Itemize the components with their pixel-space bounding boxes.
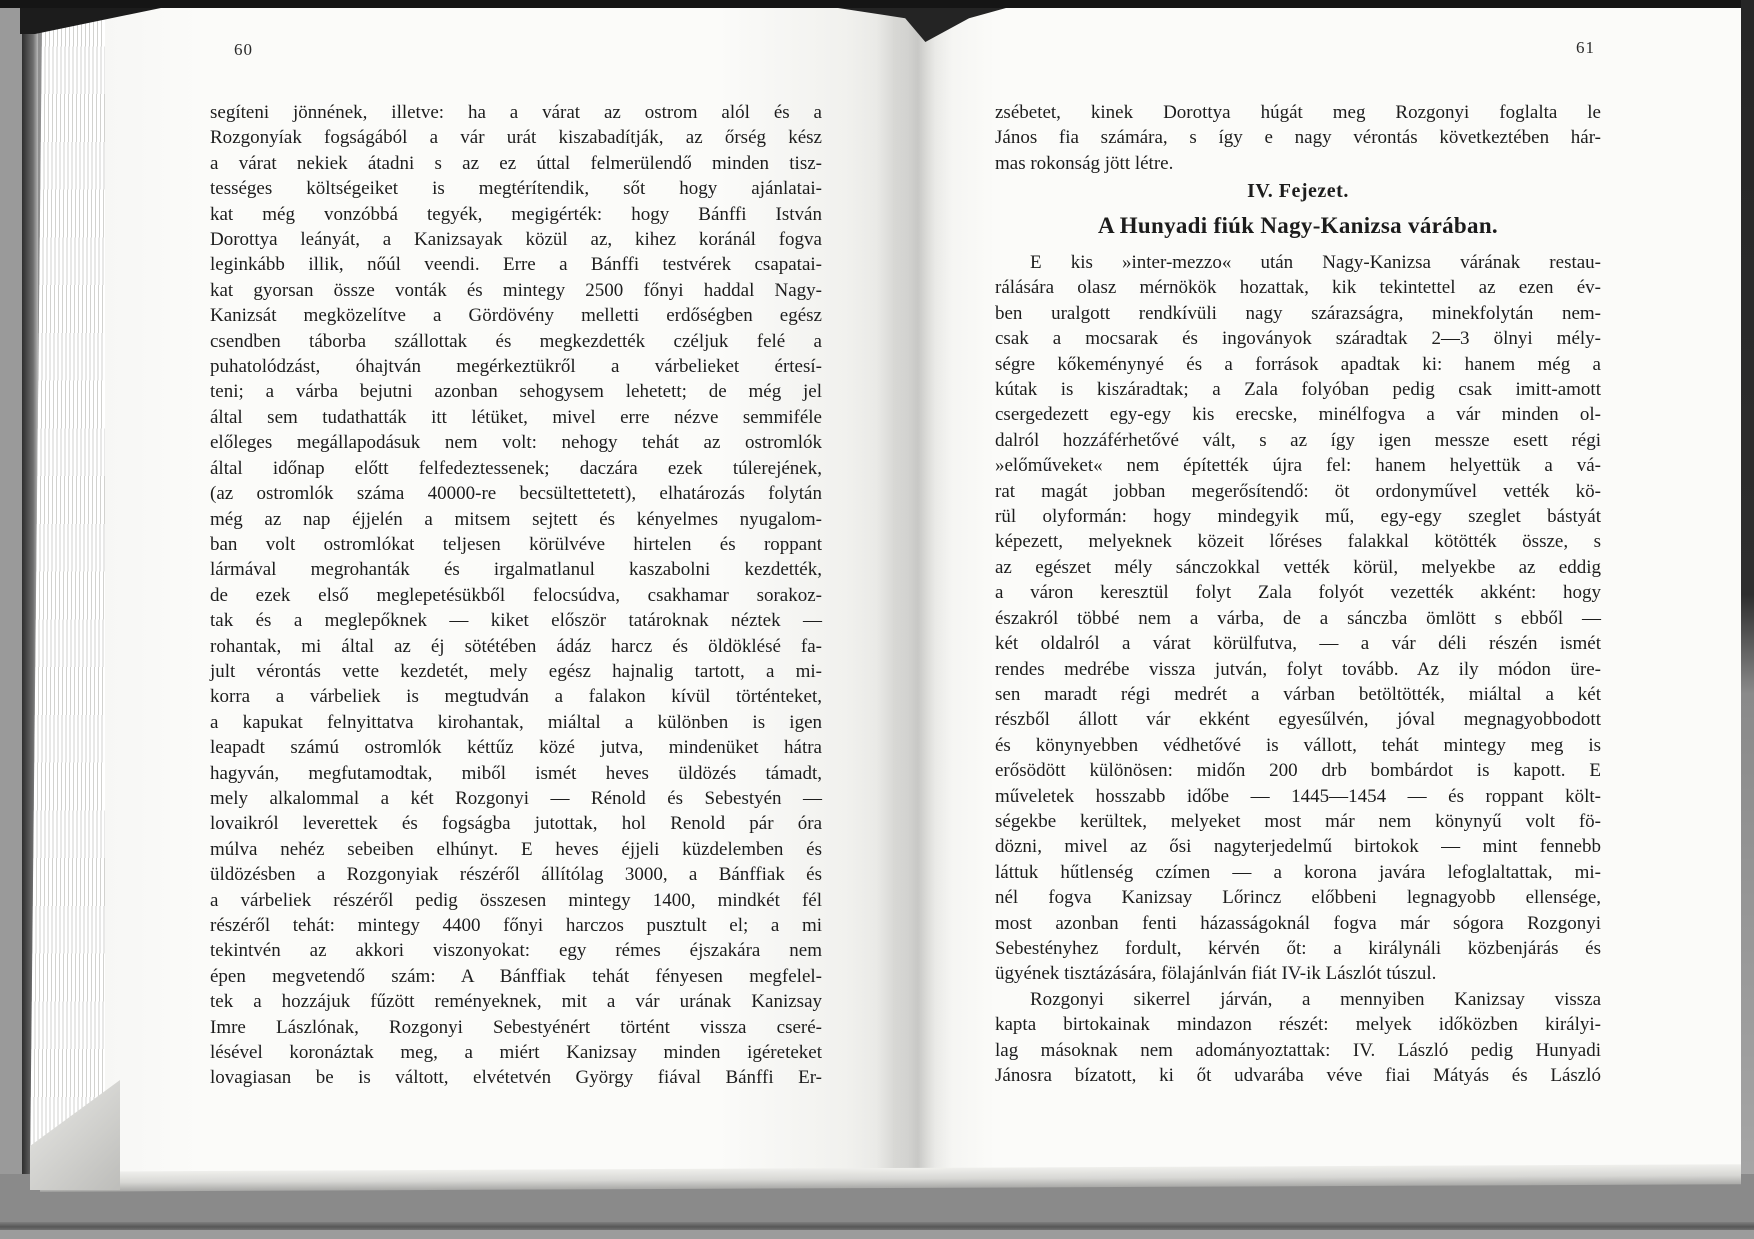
text-line: múlva nehéz sebeiben elhúnyt. E heves éjjeli küzdelemben és — [210, 838, 822, 860]
text-line: hagyván, megfutamodtak, miből ismét heves üldözés támadt, — [210, 762, 822, 784]
paragraph — [995, 987, 1601, 1089]
text-line: Kanizsát megközelítve a Gördövény melletti erdőségben egész — [210, 305, 822, 327]
text-line: ban volt ostromlókat teljesen körülvéve hirtelen és roppant — [210, 533, 822, 555]
text-line: zsébetet, kinek Dorottya húgát meg Rozgonyi foglalta le — [995, 102, 1601, 123]
text-line: műveletek hosszabb időbe — 1445—1454 — és roppant költ- — [995, 785, 1601, 807]
text-line: két oldalról a várat körülfutva, — a vár déli részén ismét — [995, 633, 1601, 655]
right-intro-column — [995, 100, 1601, 176]
text-line: a váron keresztül folyt Zala folyót vezették akként: hogy — [995, 582, 1601, 604]
text-line: kapta birtokainak mindazon részét: melyek időközben királyi- — [995, 1014, 1601, 1036]
text-line: (az ostromlók száma 40000-re becsültettetett), elhatározás folytán — [210, 483, 822, 505]
text-line: északról többé nem a várba, de a sánczba ömlött s ebből — — [995, 607, 1601, 629]
scan-top-edge — [0, 0, 1741, 8]
text-line: csendben táborba szállottak és megkezdették czéljuk felé a — [210, 330, 822, 352]
text-line: nél fogva Kanizsay Lőrincz előbbeni legnagyobb ellensége, — [995, 887, 1601, 909]
text-line: lésével koronáztak meg, a miért Kanizsay minden igéreteket — [210, 1042, 822, 1064]
text-line: ben uralgott rendkívüli nagy szárazságra, minekfolytán nem- — [995, 302, 1601, 324]
text-line: de ezek első meglepetésükből felocsúdva, csakhamar sorakoz- — [210, 584, 822, 606]
chapter-subheading: A Hunyadi fiúk Nagy-Kanizsa várában. — [1098, 213, 1498, 238]
text-line: E kis »inter-mezzo« után Nagy-Kanizsa várának restau- — [1030, 252, 1601, 273]
left-text-column — [210, 100, 822, 1091]
text-line: Rozgonyi sikerrel járván, a mennyiben Kanizsay vissza — [1030, 988, 1601, 1010]
text-line: előleges megállapodásuk nem volt: nehogy tehát az ostromlók — [210, 432, 822, 454]
text-line: a kapukat felnyittatva kirohantak, miáltal a különben is igen — [210, 711, 822, 733]
scan-right-edge — [1741, 0, 1754, 1239]
text-line: épen megvetendő szám: A Bánffiak tehát fényesen megfelel- — [210, 965, 822, 987]
text-line: tekintvén az akkori viszonyokat: egy rémes éjszakára nem — [210, 940, 822, 962]
text-line: tességes költségeiket is megtérítendik, sőt hogy ajánlatai- — [210, 178, 822, 200]
text-line: leginkább illik, nőúl veendi. Erre a Bánffi testvérek csapatai- — [210, 254, 822, 276]
scan-bottom-shadow — [0, 1222, 1754, 1230]
text-line: lármával megrohanták és irgalmatlanul kaszabolni kezdették, — [210, 559, 822, 581]
text-line: erősödött különösen: midőn 200 drb bombárdot is kapott. E — [995, 760, 1601, 782]
text-line: dalról hozzáférhetővé vált, s az így igen messze esett régi — [995, 429, 1601, 451]
text-line: »előműveket« nem építették újra fel: hanem helyettük a vá- — [995, 455, 1601, 477]
text-line: mas rokonság jött létre. — [995, 152, 1174, 174]
text-line: rat magát jobban megerősítendő: öt ordonyművel vették kö- — [995, 480, 1601, 502]
text-line: ügyének tisztázására, fölajánlván fiát IV-ik Lászlót túszul. — [995, 963, 1437, 985]
text-line: által sem tudathatták itt létüket, mivel erre nézve semmiféle — [210, 406, 822, 428]
text-line: tak és a meglepőknek — kiket először tatároknak néztek — — [210, 610, 822, 632]
text-line: az egészet mély sánczokkal vették körül, melyekbe az eddig — [995, 556, 1601, 578]
gutter-shadow — [876, 8, 952, 1178]
text-line: lag másoknak nem adományoztattak: IV. László pedig Hunyadi — [995, 1039, 1601, 1061]
text-line: részből állott vár ekként egyesűlvén, jóval megnagyobbodott — [995, 709, 1601, 731]
text-line: Dorottya leányát, a Kanizsayak közül az, kihez koránál fogva — [210, 229, 822, 251]
text-line: rálására olasz mérnökök hozattak, kik tekintettel az ezen év- — [995, 277, 1601, 299]
text-line: csergedezett egy-egy kis erecske, minélfogva a vár minden ol- — [995, 404, 1601, 426]
text-line: rohantak, mi által az éj sötétében ádáz harcz és öldöklésé fa- — [210, 635, 822, 657]
text-line: sen maradt régi medrét a várban betöltötték, miáltal a két — [995, 683, 1601, 705]
text-line: lovagiasan be is váltott, elvétetvén György fiával Bánffi Er- — [210, 1067, 822, 1089]
text-line: dözni, mivel az ősi nagyterjedelmű birtokok — mint fennebb — [995, 836, 1601, 858]
text-line: János fia számára, s így e nagy vérontás következtében hár- — [995, 127, 1601, 149]
text-line: ségekbe kerültek, melyeket most már nem könynyű volt fö- — [995, 810, 1601, 832]
right-text-column — [995, 250, 1601, 1088]
text-line: Jánosra bízatott, ki őt udvarába véve fiai Mátyás és László — [995, 1065, 1601, 1086]
text-line: kat gyorsan össze vonták és mintegy 2500 főnyi haddal Nagy- — [210, 279, 822, 301]
text-line: segíteni jönnének, illetve: ha a várat az ostrom alól és a — [210, 102, 822, 123]
text-line: ségre kőkeménynyé és a források apadtak ki: hanem még a — [995, 353, 1601, 375]
left-page-number: 60 — [234, 40, 253, 59]
text-line: Sebestényhez fordult, kérvén őt: a királynáli közbenjárás és — [995, 937, 1601, 959]
text-line: Imre Lászlónak, Rozgonyi Sebestyénért történt vissza cseré- — [210, 1016, 822, 1038]
text-line: kútak is kiszáradtak; a Zala folyóban pedig csak imitt-amott — [995, 379, 1601, 401]
text-line: tek a hozzájuk fűzött reményeknek, mit a vár urának Kanizsay — [210, 991, 822, 1013]
paragraph — [210, 100, 822, 1091]
right-page-number: 61 — [1576, 38, 1595, 57]
text-line: lovaikról leverettek és fogságba jutottak, hol Renold pár óra — [210, 813, 822, 835]
text-line: részéről tehát: mintegy 4400 főnyi harczos pusztult el; a mi — [210, 915, 822, 936]
text-line: a várat nekiek átadni s az ez úttal felmerülendő minden tisz- — [210, 152, 822, 174]
text-line: jult vérontás vette kezdetét, mely egész hajnalig tartott, a mi- — [210, 660, 822, 682]
text-line: a várbeliek részéről pedig összesen mintegy 1400, mindkét fél — [210, 889, 822, 911]
text-line: korra a várbeliek is megtudván a falakon kívül történteket, — [210, 686, 822, 708]
text-line: képezett, melyeknek közeit lőréses falakkal kötötték össze, s — [995, 531, 1601, 553]
text-line: teni; a várba bejutni azonban sehogysem lehetett; de még jel — [210, 381, 822, 403]
text-line: kat még vonzóbbá tegyék, megigérték: hogy Bánffi István — [210, 203, 822, 225]
paragraph — [995, 100, 1601, 176]
text-line: és könynyebben védhetővé is vállott, tehát mintegy meg is — [995, 734, 1601, 756]
text-line: mely alkalommal a két Rozgonyi — Rénold és Sebestyén — — [210, 787, 822, 809]
chapter-heading: IV. Fejezet. — [1247, 180, 1349, 202]
text-line: most azonban fenti házasságoknál fogva már sógora Rozgonyi — [995, 912, 1601, 934]
scan-bottom-foot — [0, 1230, 1754, 1239]
paragraph — [995, 250, 1601, 987]
text-line: rül olyformán: hogy mindegyik mű, egy-egy szeglet bástyát — [995, 506, 1601, 528]
text-line: által időnap előtt felfedeztessenek; daczára ezek túlerejének, — [210, 457, 822, 479]
text-line: rendes medrébe vissza jutván, folyt tovább. Az ily módon üre- — [995, 658, 1601, 680]
text-line: leapadt számú ostromlók kéttűz közé jutva, mindenüket hátra — [210, 737, 822, 759]
text-line: láttuk hűtlenség czímen — a korona javára lefoglaltattak, mi- — [995, 861, 1601, 883]
text-line: üldözésben a Rozgonyiak részéről állítólag 3000, a Bánffiak és — [210, 864, 822, 886]
text-line: Rozgonyíak fogságából a vár urát kiszabadítják, az őrség kész — [210, 127, 822, 149]
text-line: csak a mocsarak és ingoványok száradtak 2—3 ölnyi mély- — [995, 328, 1601, 350]
text-line: puhatolódzást, óhajtván megérkeztükről a várbelieket értesí- — [210, 356, 822, 378]
text-line: még az nap éjjelén a mitsem sejtett és kényelmes nyugalom- — [210, 508, 822, 530]
